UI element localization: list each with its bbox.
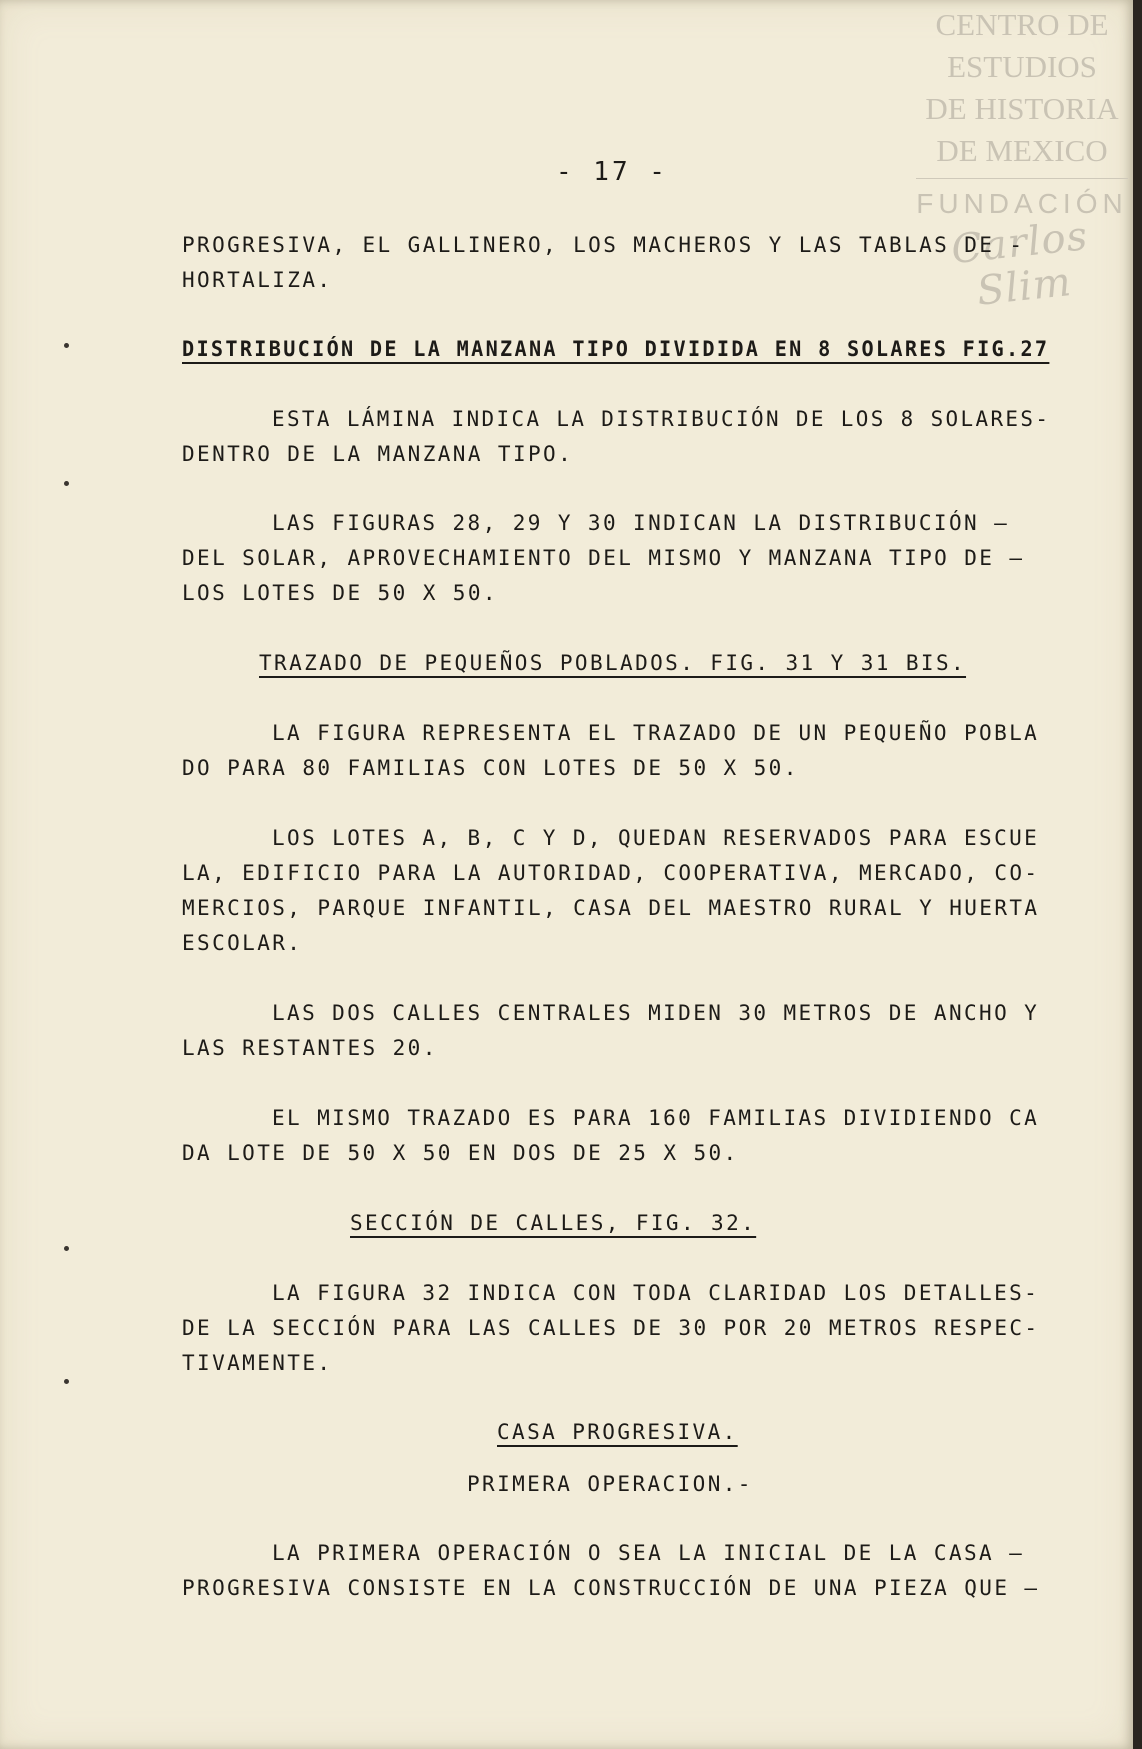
text-line: TIVAMENTE. [182,1351,333,1375]
text-line: EL MISMO TRAZADO ES PARA 160 FAMILIAS DIVIDIENDO CA [272,1106,1040,1130]
text-line: PROGRESIVA CONSISTE EN LA CONSTRUCCIÓN DE UNA PIEZA QUE — [182,1576,1040,1600]
section-heading: DISTRIBUCIÓN DE LA MANZANA TIPO DIVIDIDA EN 8 SOLARES FIG.27 [182,337,1050,361]
watermark-line: CENTRO DE [935,7,1109,42]
text-line: ESCOLAR. [182,931,303,955]
margin-mark [64,343,69,348]
text-line: DA LOTE DE 50 X 50 EN DOS DE 25 X 50. [182,1141,739,1165]
text-line: ESTA LÁMINA INDICA LA DISTRIBUCIÓN DE LOS 8 SOLARES- [272,407,1051,431]
text-line: DEL SOLAR, APROVECHAMIENTO DEL MISMO Y MANZANA TIPO DE — [182,546,1025,570]
text-line: LA FIGURA 32 INDICA CON TODA CLARIDAD LOS DETALLES- [272,1281,1040,1305]
text-line: DO PARA 80 FAMILIAS CON LOTES DE 50 X 50. [182,756,799,780]
text-line: DE LA SECCIÓN PARA LAS CALLES DE 30 POR 20 METROS RESPEC- [182,1316,1040,1340]
text-line: LA PRIMERA OPERACIÓN O SEA LA INICIAL DE LA CASA — [272,1541,1025,1565]
text-line: LOS LOTES DE 50 X 50. [182,581,498,605]
archive-watermark [908,4,1136,315]
section-heading: TRAZADO DE PEQUEÑOS POBLADOS. FIG. 31 Y 31 BIS. [259,651,967,675]
text-line: DENTRO DE LA MANZANA TIPO. [182,442,574,466]
margin-mark [64,481,69,486]
margin-mark [64,1379,69,1384]
page-number: - 17 - [556,157,668,187]
text-line: LAS RESTANTES 20. [182,1036,438,1060]
watermark-line: ESTUDIOS [947,49,1097,84]
section-heading: CASA PROGRESIVA. [497,1420,738,1444]
text-line: LA FIGURA REPRESENTA EL TRAZADO DE UN PEQUEÑO POBLA [272,721,1040,745]
text-line: LAS FIGURAS 28, 29 Y 30 INDICAN LA DISTRIBUCIÓN — [272,511,1010,535]
margin-mark [64,1246,69,1251]
text-line: MERCIOS, PARQUE INFANTIL, CASA DEL MAESTRO RURAL Y HUERTA [182,896,1040,920]
text-line: HORTALIZA. [182,268,333,292]
section-heading: SECCIÓN DE CALLES, FIG. 32. [350,1211,757,1235]
text-line: LAS DOS CALLES CENTRALES MIDEN 30 METROS DE ANCHO Y [272,1001,1040,1025]
text-line: LA, EDIFICIO PARA LA AUTORIDAD, COOPERATIVA, MERCADO, CO- [182,861,1040,885]
watermark-line: DE HISTORIA [925,91,1119,126]
watermark-divider [916,178,1128,179]
subsection-heading: PRIMERA OPERACION.- [467,1472,753,1496]
text-line: LOS LOTES A, B, C Y D, QUEDAN RESERVADOS PARA ESCUE [272,826,1040,850]
watermark-line: DE MEXICO [936,133,1108,168]
scan-edge [1133,0,1142,1749]
text-line: PROGRESIVA, EL GALLINERO, LOS MACHEROS Y LAS TABLAS DE - [182,233,1025,257]
watermark-signature: Carlos Slim [949,213,1091,315]
watermark-fundacion: FUNDACIÓN [916,188,1128,219]
